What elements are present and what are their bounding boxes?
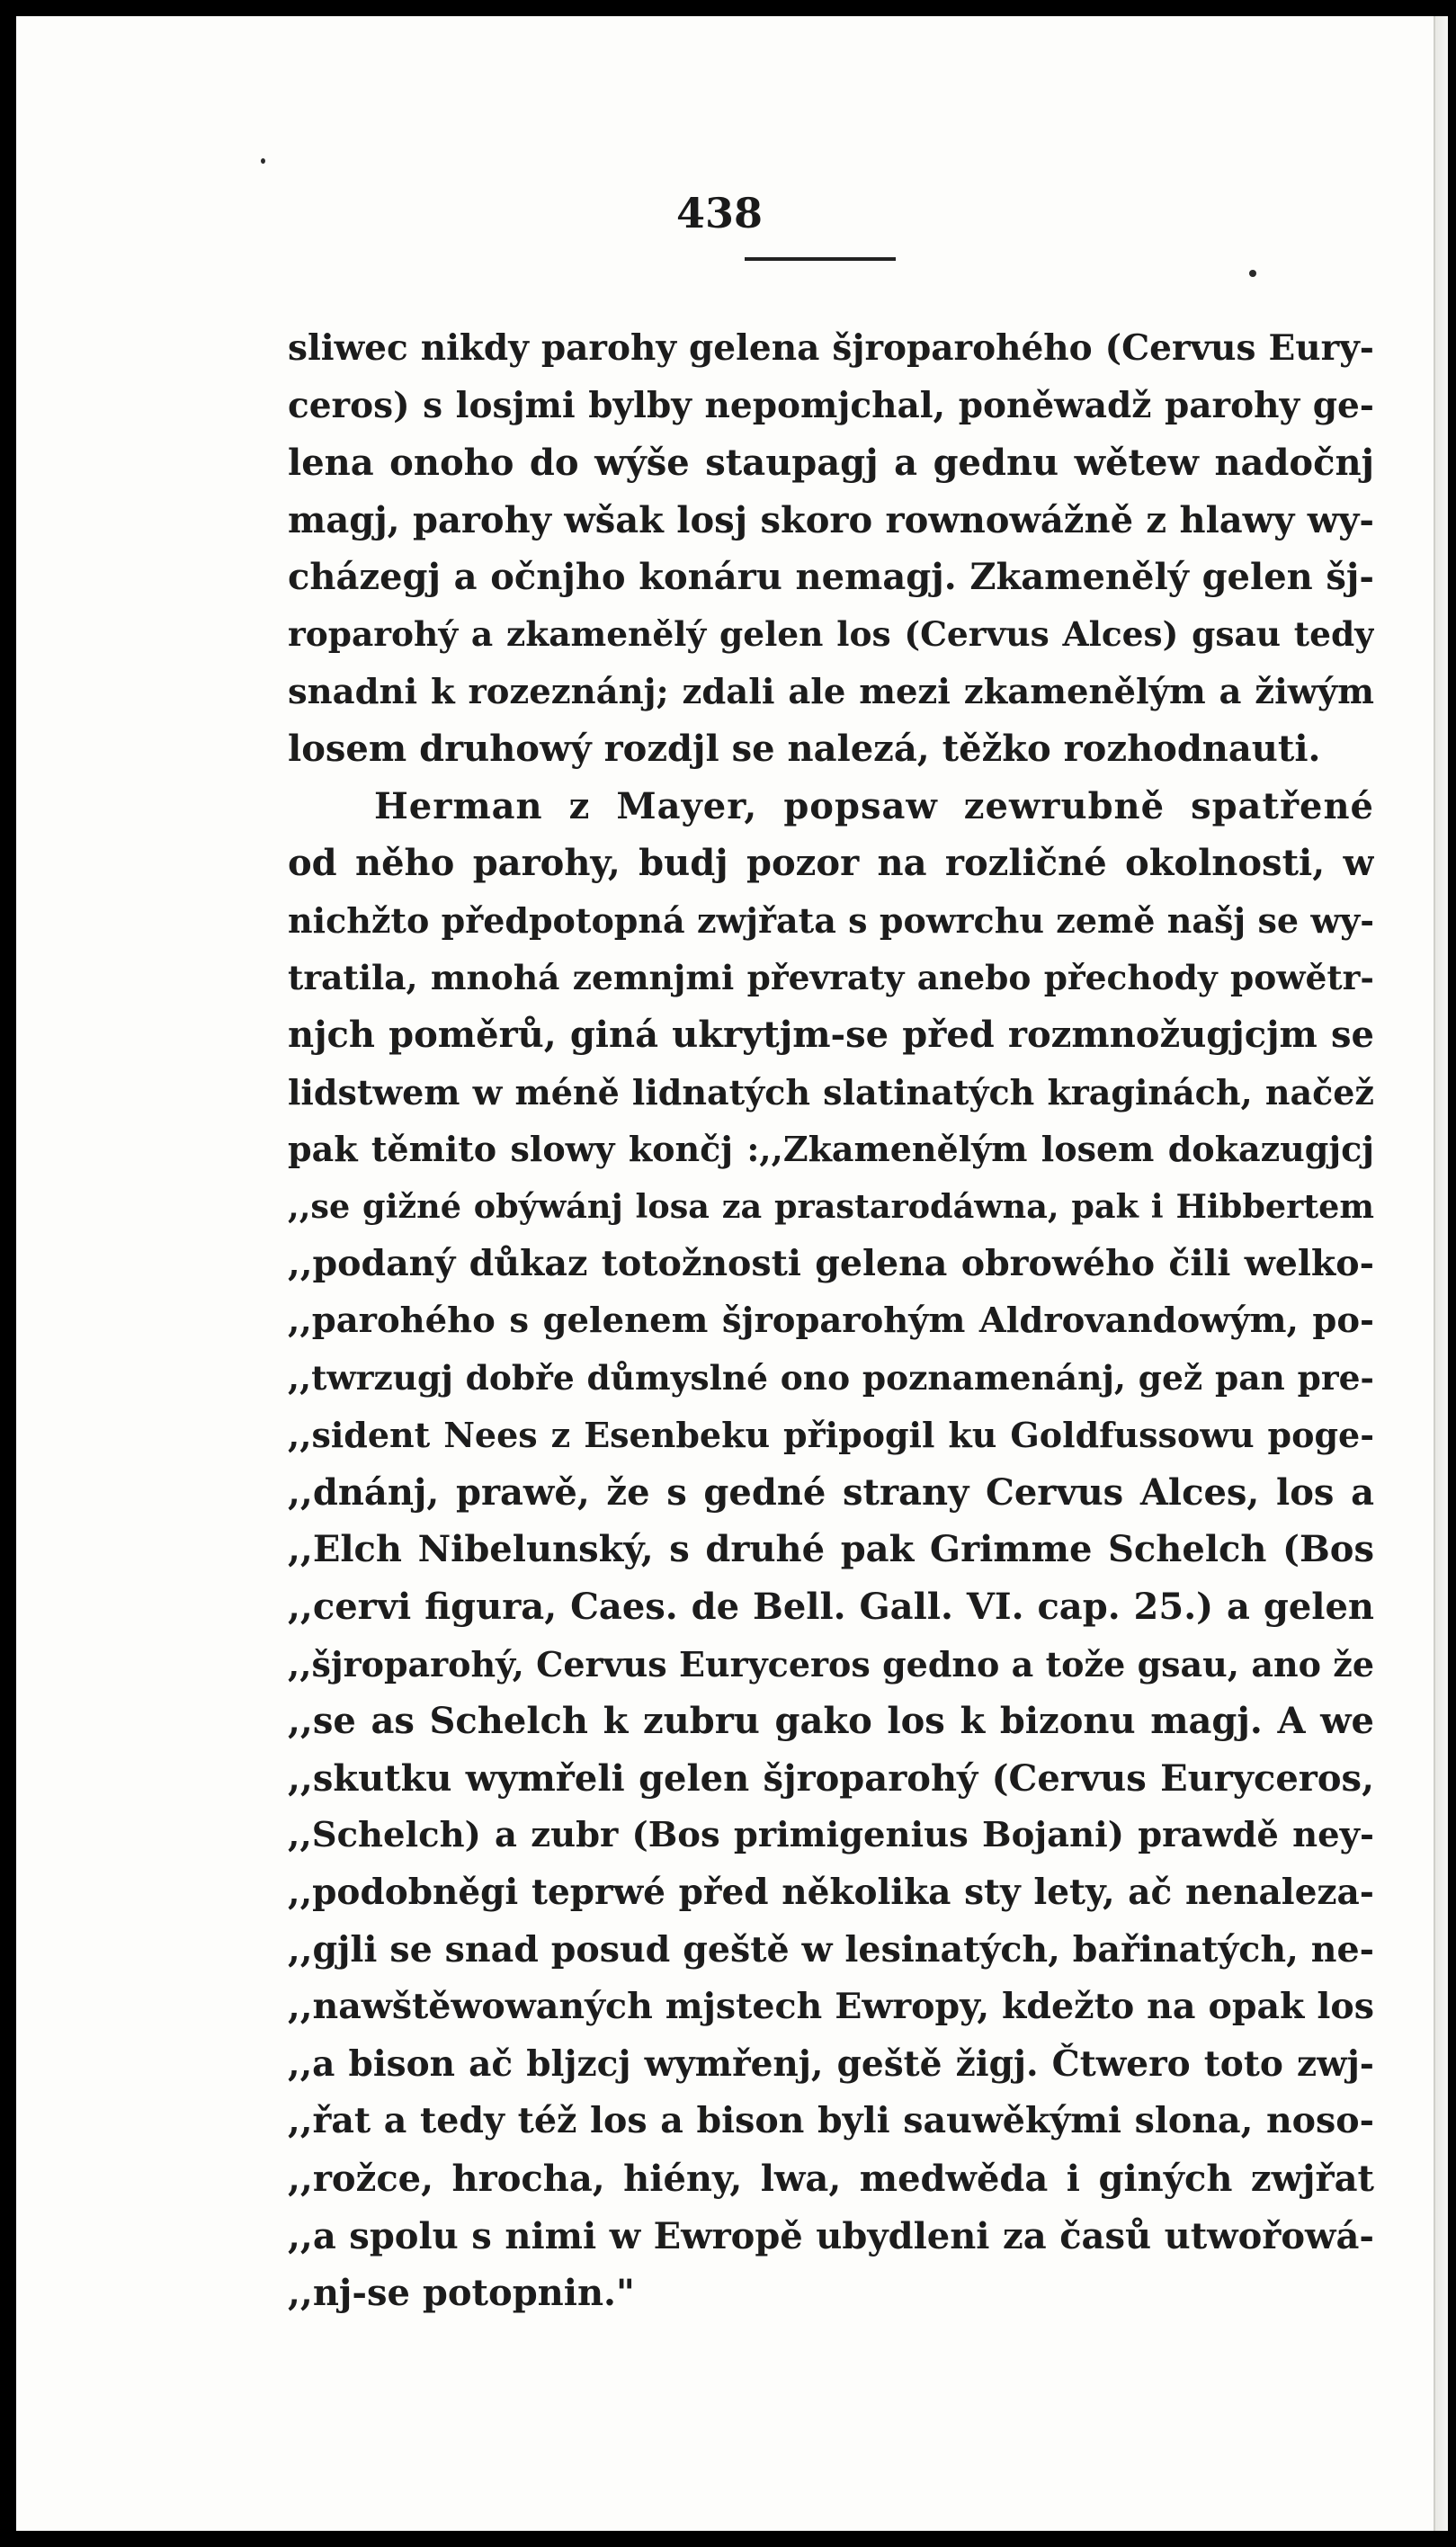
page-number: 438	[675, 189, 764, 237]
text-line: ,,skutku wymřeli gelen šjroparohý (Cervus Euryceros,	[288, 1756, 1374, 1800]
text-line: ,,nj-se potopnin."	[288, 2272, 635, 2315]
text-line: ,,podaný důkaz totožnosti gelena obrowého čili welko-	[288, 1242, 1374, 1284]
text-line: njch poměrů, giná ukrytjm-se před rozmnožugjcjm se	[288, 1014, 1374, 1057]
ink-speck	[1249, 270, 1256, 277]
text-line: lidstwem w méně lidnatých slatinatých kraginách, načež	[288, 1071, 1374, 1113]
text-line: tratila, mnohá zemnjmi převraty anebo přechody powětr-	[288, 957, 1374, 997]
text-line: snadni k rozeznánj; zdali ale mezi zkamenělým a žiwým	[288, 671, 1374, 712]
text-line: ,,cervi figura, Caes. de Bell. Gall. VI. cap. 25.) a gelen	[288, 1586, 1374, 1629]
text-line: sliwec nikdy parohy gelena šjroparohého (Cervus Eury-	[288, 327, 1374, 369]
book-page	[16, 16, 1448, 2531]
text-line: magj, parohy wšak losj skoro rownowážně z hlawy wy-	[288, 498, 1374, 541]
text-line: ,,podobněgi teprwé před několika sty lety, ač nenaleza-	[288, 1872, 1374, 1914]
text-line: ,,Elch Nibelunský, s druhé pak Grimme Schelch (Bos	[288, 1528, 1374, 1571]
text-line: od něho parohy, budj pozor na rozličné okolnosti, w	[288, 842, 1374, 885]
text-line: ,,nawštěwowaných mjstech Ewropy, kdežto na opak los	[288, 1986, 1374, 2028]
text-line: ,,šjroparohý, Cervus Euryceros gedno a tože gsau, ano že	[288, 1643, 1374, 1685]
page-edge	[1434, 16, 1448, 2531]
text-line: Herman z Mayer, popsaw zewrubně spatřené	[374, 784, 1374, 827]
text-line: nichžto předpotopná zwjřata s powrchu země našj se wy-	[288, 899, 1374, 941]
text-line: ,,parohého s gelenem šjroparohým Aldrovandowým, po-	[288, 1300, 1374, 1342]
text-line: ,,se gižné obýwánj losa za prastarodáwna, pak i Hibbertem	[288, 1186, 1374, 1226]
text-line: ,,a bison ač bljzcj wymřenj, geště žigj. Čtwero toto zwj-	[288, 2042, 1374, 2085]
page-number-rule	[745, 257, 896, 261]
text-line: roparohý a zkamenělý gelen los (Cervus Alces) gsau tedy	[288, 613, 1374, 654]
text-line: ,,se as Schelch k zubru gako los k bizonu magj. A we	[288, 1700, 1374, 1743]
text-line: ceros) s losjmi bylby nepomjchal, poněwadž parohy ge-	[288, 384, 1374, 426]
text-line: ,,dnánj, prawě, že s gedné strany Cervus Alces, los a	[288, 1470, 1374, 1514]
text-line: ,,sident Nees z Esenbeku připogil ku Goldfussowu poge-	[288, 1415, 1374, 1456]
text-line: lena onoho do wýše staupagj a gednu wětew nadočnj	[288, 442, 1374, 485]
text-line: cházegj a očnjho konáru nemagj. Zkamenělý gelen šj-	[288, 556, 1374, 599]
text-line: losem druhowý rozdjl se nalezá, těžko rozhodnauti.	[288, 728, 1321, 771]
text-line: ,,a spolu s nimi w Ewropě ubydleni za časů utwořowá-	[288, 2214, 1374, 2257]
body-text	[288, 320, 1374, 2322]
text-line: pak těmito slowy končj :,,Zkamenělým losem dokazugjcj	[288, 1129, 1374, 1170]
text-line: ,,gjli se snad posud geště w lesinatých, bařinatých, ne-	[288, 1928, 1374, 1971]
ink-speck	[261, 158, 265, 164]
text-line: ,,řat a tedy též los a bison byli sauwěkými slona, noso-	[288, 2100, 1374, 2142]
text-line: ,,rožce, hrocha, hiény, lwa, medwěda i giných zwjřat	[288, 2158, 1374, 2200]
text-line: ,,twrzugj dobře důmyslné ono poznamenánj, gež pan pre-	[288, 1357, 1374, 1398]
text-line: ,,Schelch) a zubr (Bos primigenius Bojani) prawdě ney-	[288, 1815, 1374, 1856]
